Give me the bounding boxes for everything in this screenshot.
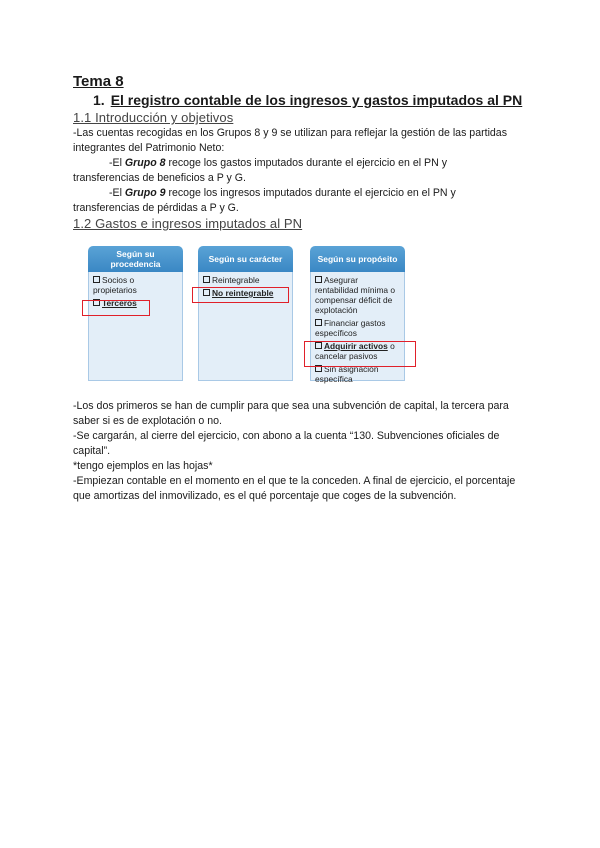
diagram-item: No reintegrable bbox=[203, 288, 288, 298]
grupo9-cont: transferencias de pérdidas a P y G. bbox=[73, 202, 239, 214]
diagram-item: Adquirir activos o cancelar pasivos bbox=[315, 341, 395, 361]
subsection-heading-intro: 1.1 Introducción y objetivos bbox=[73, 110, 234, 125]
diagram-item: Reintegrable bbox=[203, 275, 288, 285]
checkbox-icon bbox=[315, 319, 322, 326]
highlight-terceros bbox=[82, 300, 150, 316]
grupo9-label: Grupo 9 bbox=[124, 187, 166, 199]
checkbox-icon bbox=[203, 276, 210, 283]
checkbox-icon bbox=[315, 276, 322, 283]
column-header: Según su procedencia bbox=[88, 246, 183, 272]
paragraph-2: -Se cargarán, al cierre del ejercicio, con abono a la cuenta “130. Subvenciones oficiales de capital”. bbox=[73, 430, 500, 457]
column-header: Según su carácter bbox=[198, 246, 293, 272]
section-number: 1. bbox=[93, 92, 105, 108]
diagram-item: Financiar gastos específicos bbox=[315, 318, 386, 338]
section-title: El registro contable de los ingresos y gastos imputados al PN bbox=[110, 92, 523, 108]
paragraph-1: -Los dos primeros se han de cumplir para que sea una subvención de capital, la tercera para saber si es de explotación o no. bbox=[73, 400, 509, 427]
column-caracter bbox=[198, 246, 293, 381]
grupo8-cont: transferencias de beneficios a P y G. bbox=[73, 172, 246, 184]
intro-paragraph: -Las cuentas recogidas en los Grupos 8 y 9 se utilizan para reflejar la gestión de las partidas integrantes del Patrimonio Neto: bbox=[73, 127, 507, 154]
paragraph-4: -Empiezan contable en el momento en el que te la conceden. A final de ejercicio, el porcentaje que amortizas del inmovilizado, es el qué porcentaje que coges de la subvención. bbox=[73, 475, 516, 502]
grupo8-label: Grupo 8 bbox=[124, 157, 166, 169]
diagram-item: Asegurar rentabilidad mínima o compensar déficit de explotación bbox=[315, 275, 396, 315]
diagram-item: Sin asignación específica bbox=[315, 364, 379, 384]
section-heading bbox=[93, 92, 533, 108]
page-title: Tema 8 bbox=[73, 73, 124, 90]
classification-diagram bbox=[78, 238, 418, 393]
highlight-adquirir-activos bbox=[304, 341, 416, 367]
diagram-item: Terceros bbox=[93, 298, 178, 308]
diagram-item: Socios o propietarios bbox=[93, 275, 137, 295]
subsection-heading-gastos: 1.2 Gastos e ingresos imputados al PN bbox=[73, 216, 303, 231]
grupo8-line: -El Grupo 8 recoge los gastos imputados durante el ejercicio en el PN y bbox=[109, 157, 447, 169]
grupo9-line: -El Grupo 9 recoge los ingresos imputados durante el ejercicio en el PN y bbox=[109, 187, 456, 199]
document-page bbox=[73, 73, 533, 504]
column-header: Según su propósito bbox=[310, 246, 405, 272]
highlight-no-reintegrable bbox=[192, 287, 289, 303]
checkbox-icon bbox=[93, 276, 100, 283]
paragraph-3: *tengo ejemplos en las hojas* bbox=[73, 460, 213, 472]
